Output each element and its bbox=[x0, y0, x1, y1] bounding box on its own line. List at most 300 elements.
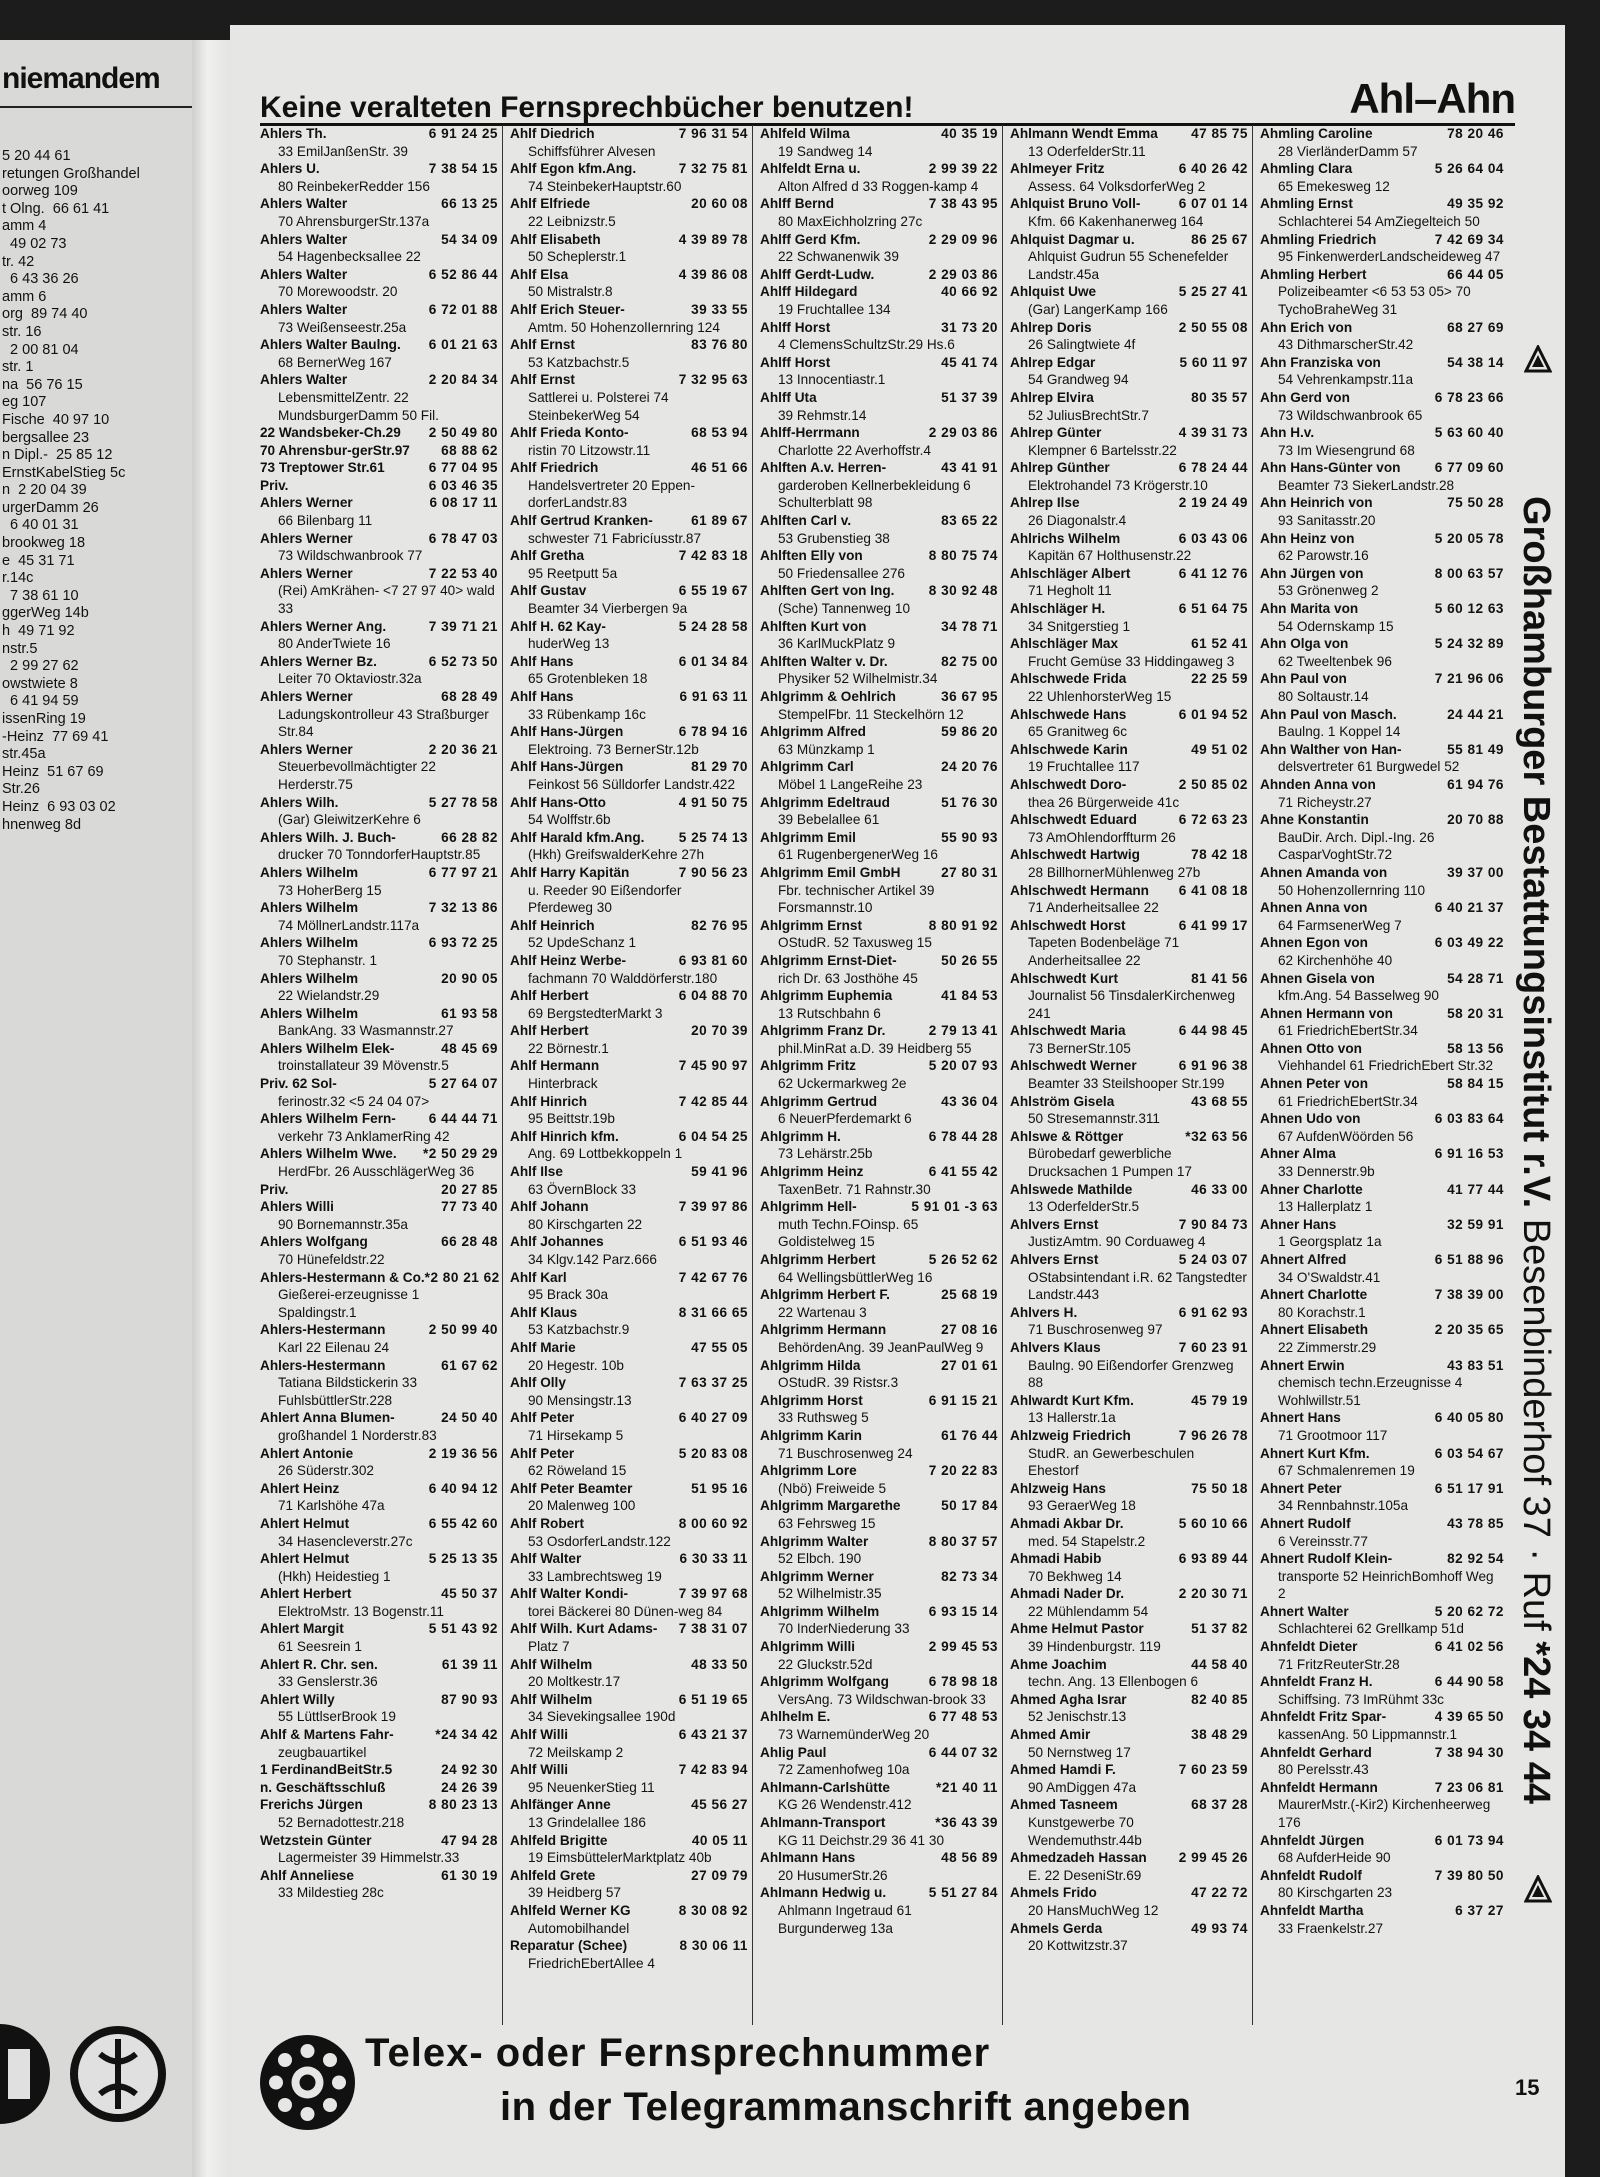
listing-entry bbox=[760, 1286, 1002, 1321]
entry-name: Ahlers Wilhelm bbox=[260, 900, 359, 916]
listing-entry bbox=[510, 1515, 752, 1550]
listing-entry bbox=[510, 1409, 752, 1444]
listing-entry bbox=[1260, 635, 1508, 670]
header-range: Ahl–Ahn bbox=[1349, 75, 1515, 122]
left-page-line: amm 6 bbox=[2, 288, 47, 305]
entry-detail: 34 Hasencleverstr.27c bbox=[278, 1533, 413, 1549]
entry-name: Ahlf Hermann bbox=[510, 1058, 600, 1074]
entry-detail: 20 HansMuchWeg 12 bbox=[1028, 1902, 1159, 1918]
entry-detail: 70 Bekhweg 14 bbox=[1028, 1568, 1122, 1584]
entry-name: Ahn Olga von bbox=[1260, 636, 1349, 652]
left-page-line: urgerDamm 26 bbox=[2, 499, 99, 516]
entry-phone: 8 30 06 11 bbox=[679, 1938, 748, 1954]
listing-entry bbox=[260, 1726, 502, 1761]
entry-detail: Amtm. 50 HohenzolIernring 124 bbox=[528, 319, 720, 335]
entry-phone: 6 03 43 06 bbox=[1178, 530, 1248, 546]
listing-entry bbox=[260, 970, 502, 1005]
entry-name: Ahlgrimm Lore bbox=[760, 1463, 857, 1479]
entry-name: Ahnfeldt Jürgen bbox=[1260, 1832, 1365, 1848]
left-page-line: retungen Großhandel bbox=[2, 165, 140, 182]
entry-phone: 5 60 11 97 bbox=[1179, 354, 1248, 370]
entry-detail: (Rei) AmKrähen- <7 27 97 40> wald 33 bbox=[278, 583, 495, 617]
entry-phone: 66 44 05 bbox=[1447, 266, 1504, 282]
listing-entry bbox=[510, 758, 752, 793]
entry-phone: 7 39 97 68 bbox=[678, 1586, 748, 1602]
entry-name: Ahlf Harald kfm.Ang. bbox=[510, 829, 645, 845]
entry-detail: Journalist 56 TinsdalerKirchenweg 241 bbox=[1028, 988, 1236, 1021]
entry-phone: 75 50 18 bbox=[1191, 1480, 1248, 1496]
entry-name: Ahlmann-Transport bbox=[760, 1815, 886, 1830]
entry-phone: 6 51 88 96 bbox=[1434, 1252, 1504, 1267]
listing-entry bbox=[760, 1638, 1002, 1673]
entry-detail: 26 Salingtwiete 4f bbox=[1028, 337, 1136, 353]
entry-name: Ahlquist Bruno Voll- bbox=[1010, 196, 1141, 212]
entry-detail: verkehr 73 AnklamerRing 42 bbox=[278, 1128, 450, 1144]
entry-phone: 7 42 83 94 bbox=[678, 1762, 748, 1778]
listing-entry bbox=[260, 864, 502, 899]
listing-entry bbox=[760, 125, 1002, 160]
entry-detail: Schiffsing. 73 ImRühmt 33c bbox=[1278, 1691, 1444, 1707]
entry-name: Ahn Paul von Masch. bbox=[1260, 706, 1397, 722]
entry-phone: 6 78 98 18 bbox=[928, 1674, 998, 1690]
listing-entry bbox=[510, 459, 752, 512]
listing-entry bbox=[260, 565, 502, 618]
entry-detail: BauDir. Arch. Dipl.-Ing. 26 CasparVoghtStr.72 bbox=[1278, 829, 1435, 863]
listing-entry bbox=[1010, 494, 1252, 529]
entry-detail: 33 Rübenkamp 16c bbox=[528, 706, 646, 722]
listing-entry bbox=[260, 1145, 502, 1180]
page-header bbox=[260, 53, 1515, 126]
listing-entry bbox=[1260, 319, 1508, 354]
entry-phone: 61 52 41 bbox=[1191, 636, 1248, 652]
entry-name: Ahlert Anna Blumen- bbox=[260, 1410, 395, 1426]
entry-phone: 5 24 28 58 bbox=[678, 618, 748, 634]
entry-name: Ahlgrimm Hermann bbox=[760, 1322, 887, 1338]
listing-entry bbox=[510, 1867, 752, 1902]
listing-entry bbox=[1260, 706, 1508, 741]
entry-phone: 4 91 50 75 bbox=[678, 794, 748, 810]
entry-detail: 34 Sievekingsallee 190d bbox=[528, 1709, 676, 1725]
entry-name: Ahlfeld Grete bbox=[510, 1867, 596, 1883]
entry-detail: garderoben Kellnerbekleidung 6 Schulterblatt 98 bbox=[778, 477, 971, 511]
entry-phone: 2 29 03 86 bbox=[928, 266, 998, 282]
entry-detail: 65 Grotenbleken 18 bbox=[528, 671, 648, 687]
listing-entry bbox=[510, 266, 752, 301]
listing-entry bbox=[510, 1233, 752, 1268]
entry-name: Ahlers Wilhelm bbox=[260, 864, 359, 880]
entry-detail: 4 ClemensSchultzStr.29 Hs.6 bbox=[778, 337, 955, 353]
left-page-line: str. 1 bbox=[2, 359, 34, 376]
entry-phone: 6 03 46 35 bbox=[428, 477, 498, 493]
entry-phone: 6 93 81 60 bbox=[678, 952, 748, 968]
entry-detail: muth Techn.FOinsp. 65 Goldistelweg 15 bbox=[778, 1216, 919, 1250]
listing-entry bbox=[760, 1673, 1002, 1708]
entry-detail: drucker 70 TonndorferHauptstr.85 bbox=[278, 847, 481, 863]
listing-entry bbox=[1010, 846, 1252, 881]
entry-name: Ahlf Wilh. Kurt Adams- bbox=[510, 1621, 658, 1637]
entry-name: Ahlers Werner bbox=[260, 689, 353, 704]
entry-name: Ahn Heinz von bbox=[1260, 530, 1355, 546]
entry-detail: 19 Fruchtallee 134 bbox=[778, 301, 891, 317]
listing-entry bbox=[760, 864, 1002, 917]
entry-name: Ahlgrimm Herbert F. bbox=[760, 1287, 890, 1303]
entry-name: Ahnert Charlotte bbox=[1260, 1287, 1368, 1303]
entry-phone: 7 38 31 07 bbox=[678, 1621, 748, 1637]
entry-detail: Alton Alfred d 33 Roggen-kamp 4 bbox=[778, 178, 979, 194]
entry-name: Ahnert Walter bbox=[1260, 1603, 1349, 1619]
entry-name: Ahmed Hamdi F. bbox=[1010, 1762, 1116, 1778]
entry-detail: 22 Mühlendamm 54 bbox=[1028, 1603, 1149, 1619]
listing-entry bbox=[760, 1849, 1002, 1884]
entry-phone: 2 19 36 56 bbox=[428, 1445, 498, 1461]
entry-detail: 22 Schwanenwik 39 bbox=[778, 249, 899, 265]
entry-phone: 68 27 69 bbox=[1447, 319, 1504, 335]
entry-phone: 66 28 48 bbox=[441, 1234, 498, 1250]
entry-detail: 62 Kirchenhöhe 40 bbox=[1278, 952, 1393, 968]
entry-detail: Ang. 69 Lottbekkoppeln 1 bbox=[528, 1146, 683, 1162]
listing-entry bbox=[1260, 934, 1508, 969]
entry-name: Ahlff Horst bbox=[760, 354, 831, 370]
entry-detail: 6 Vereinsstr.77 bbox=[1278, 1533, 1368, 1549]
left-page-line: issenRing 19 bbox=[2, 711, 86, 727]
entry-detail: Gießerei-erzeugnisse 1 Spaldingstr.1 bbox=[278, 1287, 420, 1320]
listing-entry bbox=[1010, 125, 1252, 160]
entry-phone: 6 78 44 28 bbox=[928, 1128, 998, 1144]
entry-detail: 13 OderfelderStr.11 bbox=[1028, 143, 1146, 159]
entry-phone: 7 22 53 40 bbox=[428, 565, 498, 581]
entry-phone: 7 42 85 44 bbox=[678, 1093, 748, 1109]
listing-entry bbox=[260, 1233, 502, 1268]
entry-detail: Ahlmann Ingetraud 61 Burgunderweg 13a bbox=[778, 1902, 912, 1936]
entry-detail: 39 Rehmstr.14 bbox=[778, 407, 867, 423]
listing-entry bbox=[260, 424, 502, 442]
entry-detail: 95 FinkenwerderLandscheideweg 47 bbox=[1278, 249, 1501, 265]
entry-phone: 7 38 43 95 bbox=[928, 196, 998, 212]
listing-entry bbox=[260, 1181, 502, 1199]
entry-name: Ahlert Helmut bbox=[260, 1515, 350, 1531]
entry-phone: 24 44 21 bbox=[1447, 706, 1504, 722]
entry-name: Ahnfeldt Rudolf bbox=[1260, 1867, 1362, 1883]
entry-phone: 61 89 67 bbox=[691, 513, 748, 529]
entry-detail: StudR. an Gewerbeschulen Ehestorf bbox=[1028, 1445, 1195, 1479]
listing-entry bbox=[760, 1708, 1002, 1743]
listing-entry bbox=[260, 530, 502, 565]
entry-phone: 6 72 01 88 bbox=[428, 301, 498, 317]
entry-phone: 82 40 85 bbox=[1191, 1691, 1248, 1707]
entry-phone: 8 31 66 65 bbox=[678, 1304, 748, 1320]
listing-entry bbox=[1260, 530, 1508, 565]
entry-phone: 5 24 32 89 bbox=[1434, 636, 1504, 652]
entry-phone: 6 41 99 17 bbox=[1178, 917, 1248, 933]
left-page-line: n 2 20 04 39 bbox=[2, 482, 87, 499]
entry-name: Ahlrep Edgar bbox=[1010, 354, 1096, 370]
entry-phone: 41 84 53 bbox=[941, 988, 998, 1004]
entry-name: Ahn Hans-Günter von bbox=[1260, 460, 1401, 476]
book-spine bbox=[192, 40, 230, 2177]
entry-phone: 51 37 82 bbox=[1191, 1621, 1248, 1637]
entry-phone: 7 20 22 83 bbox=[928, 1463, 998, 1479]
entry-detail: 19 Sandweg 14 bbox=[778, 143, 873, 159]
listing-entry bbox=[260, 1585, 502, 1620]
entry-detail: Baulng. 1 Koppel 14 bbox=[1278, 724, 1401, 740]
entry-name: Ahnen Amanda von bbox=[1260, 864, 1388, 880]
entry-detail: 90 Bornemannstr.35a bbox=[278, 1216, 408, 1232]
listing-entry bbox=[1010, 1093, 1252, 1128]
entry-phone: 68 88 62 bbox=[441, 442, 498, 458]
entry-phone: 43 41 91 bbox=[941, 460, 998, 476]
entry-phone: 5 26 64 04 bbox=[1434, 161, 1504, 177]
entry-phone: 6 51 64 75 bbox=[1178, 601, 1248, 617]
listing-entry bbox=[760, 1779, 1002, 1814]
entry-detail: (Gar) LangerKamp 166 bbox=[1028, 301, 1168, 317]
entry-name: Ahlf Elisabeth bbox=[510, 231, 601, 247]
entry-detail: Physiker 52 Wilhelmistr.34 bbox=[778, 671, 938, 687]
entry-name: Ahlf Walter bbox=[510, 1551, 582, 1567]
entry-phone: 50 26 55 bbox=[941, 952, 998, 968]
entry-detail: 63 Fehrsweg 15 bbox=[778, 1515, 876, 1531]
entry-detail: 54 Grandweg 94 bbox=[1028, 372, 1129, 388]
entry-phone: 6 40 94 12 bbox=[428, 1480, 498, 1496]
entry-phone: 54 34 09 bbox=[441, 231, 498, 247]
entry-name: Ahlers Werner bbox=[260, 495, 353, 511]
listing-entry bbox=[760, 987, 1002, 1022]
entry-name: Ahmling Clara bbox=[1260, 161, 1353, 177]
entry-name: Ahn Walther von Han- bbox=[1260, 741, 1402, 757]
listing-entry bbox=[1260, 1445, 1508, 1480]
entry-name: Ahmling Ernst bbox=[1260, 196, 1353, 212]
left-page-line: Heinz 6 93 03 02 bbox=[2, 798, 116, 815]
entry-name: Ahlgrimm Hilda bbox=[760, 1357, 861, 1373]
entry-name: Ahlgrimm Heinz bbox=[760, 1164, 864, 1180]
listing-entry bbox=[760, 195, 1002, 230]
entry-name: Ahme Joachim bbox=[1010, 1656, 1107, 1672]
entry-detail: Karl 22 Eilenau 24 bbox=[278, 1339, 390, 1355]
entry-name: Ahnden Anna von bbox=[1260, 776, 1376, 792]
entry-name: Ahlften Walter v. Dr. bbox=[760, 653, 888, 669]
listing-entry bbox=[1260, 1075, 1508, 1110]
entry-name: Ahlff Horst bbox=[760, 319, 831, 335]
entry-name: Ahlgrimm Wolfgang bbox=[760, 1674, 889, 1690]
left-page-line: Fische 40 97 10 bbox=[2, 411, 110, 428]
entry-name: 22 Wandsbeker-Ch.29 bbox=[260, 425, 401, 441]
entry-detail: 22 Wartenau 3 bbox=[778, 1304, 867, 1320]
listing-entry bbox=[760, 1093, 1002, 1128]
entry-name: Ahlers Walter Baulng. bbox=[260, 337, 401, 353]
listing-entry bbox=[260, 125, 502, 160]
entry-phone: 49 51 02 bbox=[1191, 741, 1248, 757]
entry-phone: 50 17 84 bbox=[941, 1498, 998, 1514]
entry-detail: Polizeibeamter <6 53 53 05> 70 TychoBraheWeg 31 bbox=[1278, 284, 1471, 317]
entry-detail: 19 Fruchtallee 117 bbox=[1028, 759, 1140, 775]
left-page-line: str.45a bbox=[2, 746, 46, 763]
entry-detail: 61 Seesrein 1 bbox=[278, 1639, 362, 1655]
entry-detail: 39 Heidberg 57 bbox=[528, 1885, 621, 1901]
entry-name: Ahlert Antonie bbox=[260, 1445, 354, 1461]
entry-name: Ahlvers Ernst bbox=[1010, 1216, 1099, 1232]
entry-name: Ahme Helmut Pastor bbox=[1010, 1621, 1144, 1637]
entry-detail: 67 Schmalenremen 19 bbox=[1278, 1463, 1415, 1479]
entry-name: Ahne Konstantin bbox=[1260, 812, 1369, 828]
entry-name: Ahlvers Ernst bbox=[1010, 1252, 1099, 1267]
entry-name: Ahlgrimm Franz Dr. bbox=[760, 1023, 886, 1039]
entry-detail: 73 Weißenseestr.25a bbox=[278, 319, 407, 335]
entry-detail: thea 26 Bürgerweide 41c bbox=[1028, 794, 1180, 810]
listing-entry bbox=[760, 459, 1002, 512]
entry-phone: 6 30 33 11 bbox=[679, 1551, 748, 1567]
entry-phone: 39 33 55 bbox=[691, 301, 748, 317]
left-page-line: tr. 42 bbox=[2, 253, 35, 270]
listing-entry bbox=[760, 1603, 1002, 1638]
entry-detail: 71 Hegholt 11 bbox=[1028, 583, 1112, 599]
entry-phone: 6 51 19 65 bbox=[678, 1691, 748, 1707]
listing-entry bbox=[1260, 1321, 1508, 1356]
entry-phone: 68 37 28 bbox=[1191, 1797, 1248, 1813]
left-page-lines bbox=[0, 148, 192, 834]
entry-name: Ahnert Hans bbox=[1260, 1410, 1341, 1426]
entry-detail: 70 Morewoodstr. 20 bbox=[278, 284, 398, 300]
entry-name: Ahlfeldt Erna u. bbox=[760, 161, 861, 177]
entry-detail: Feinkost 56 Sülldorfer Landstr.422 bbox=[528, 776, 736, 792]
listing-entry bbox=[1260, 354, 1508, 389]
listing-entry bbox=[760, 354, 1002, 389]
entry-name: Ahlften Elly von bbox=[760, 548, 863, 564]
left-page-line: 5 20 44 61 bbox=[2, 148, 71, 164]
listing-entry bbox=[1010, 1585, 1252, 1620]
entry-detail: 53 OsdorferLandstr.122 bbox=[528, 1533, 671, 1549]
entry-name: Ahlgrimm Alfred bbox=[760, 724, 866, 740]
entry-name: Wetzstein Günter bbox=[260, 1832, 372, 1848]
entry-detail: kassenAng. 50 Lippmannstr.1 bbox=[1278, 1727, 1458, 1743]
entry-name: Ahmed Amir bbox=[1010, 1727, 1091, 1743]
listing-entry bbox=[1260, 811, 1508, 864]
entry-phone: 27 80 31 bbox=[941, 864, 998, 880]
entry-detail: 6 NeuerPferdemarkt 6 bbox=[778, 1111, 912, 1127]
entry-name: Ahlgrimm Euphemia bbox=[760, 988, 893, 1004]
entry-phone: 6 77 48 53 bbox=[928, 1709, 998, 1725]
listing-entry bbox=[1010, 670, 1252, 705]
listing-entry bbox=[510, 336, 752, 371]
entry-phone: 2 50 99 40 bbox=[428, 1322, 498, 1338]
entry-name: Ahlers Werner Bz. bbox=[260, 653, 377, 669]
listing-entry bbox=[1010, 1181, 1252, 1216]
rotary-phone-icon bbox=[260, 2035, 355, 2130]
entry-name: Ahlfeld Brigitte bbox=[510, 1832, 608, 1848]
entry-name: Ahnen Egon von bbox=[1260, 935, 1368, 951]
entry-name: Ahlgrimm Ernst-Diet- bbox=[760, 952, 897, 968]
entry-detail: 33 Lambrechtsweg 19 bbox=[528, 1568, 662, 1584]
entry-detail: 62 Uckermarkweg 2e bbox=[778, 1076, 907, 1092]
entry-detail: 54 Vehrenkampstr.11a bbox=[1278, 372, 1414, 388]
entry-phone: 7 32 13 86 bbox=[428, 900, 498, 916]
entry-phone: 2 29 09 96 bbox=[928, 231, 998, 247]
listing-entry bbox=[760, 723, 1002, 758]
entry-phone: 78 20 46 bbox=[1447, 126, 1504, 141]
listing-entry bbox=[1010, 1480, 1252, 1515]
entry-phone: 27 01 61 bbox=[941, 1357, 998, 1373]
listing-entry bbox=[1010, 424, 1252, 459]
entry-phone: 6 01 94 52 bbox=[1178, 706, 1248, 722]
left-page-line: eg 107 bbox=[2, 394, 47, 411]
entry-phone: 24 50 40 bbox=[441, 1410, 498, 1426]
entry-name: Ahnen Anna von bbox=[1260, 900, 1368, 916]
entry-phone: 7 32 75 81 bbox=[678, 161, 748, 177]
entry-detail: 70 Stephanstr. 1 bbox=[278, 952, 378, 968]
entry-name: 70 Ahrensbur-gerStr.97 bbox=[260, 442, 410, 458]
entry-name: Ahlers Th. bbox=[260, 126, 327, 141]
listing-entry bbox=[260, 934, 502, 969]
listing-entry bbox=[260, 1040, 502, 1075]
entry-phone: 83 65 22 bbox=[941, 513, 998, 529]
entry-phone: 47 55 05 bbox=[691, 1339, 748, 1355]
entry-name: Ahlf Ilse bbox=[510, 1164, 563, 1180]
entry-detail: 80 Soltaustr.14 bbox=[1278, 689, 1369, 704]
listing-entry bbox=[1260, 494, 1508, 529]
listing-entry bbox=[260, 829, 502, 864]
entry-phone: 20 70 39 bbox=[691, 1023, 748, 1039]
entry-detail: ferinostr.32 <5 24 04 07> bbox=[278, 1093, 430, 1109]
entry-phone: 7 60 23 59 bbox=[1178, 1762, 1248, 1778]
entry-phone: 6 78 47 03 bbox=[428, 530, 498, 546]
entry-detail: 68 AufderHeide 90 bbox=[1278, 1850, 1391, 1866]
entry-detail: phil.MinRat a.D. 39 Heidberg 55 bbox=[778, 1040, 972, 1056]
listing-entry bbox=[510, 618, 752, 653]
listing-entry bbox=[760, 389, 1002, 424]
listing-entry bbox=[260, 1269, 502, 1322]
entry-phone: 6 01 21 63 bbox=[428, 337, 498, 353]
listing-entry bbox=[1010, 1920, 1252, 1955]
entry-phone: 51 95 16 bbox=[691, 1480, 748, 1496]
listing-entry bbox=[760, 1251, 1002, 1286]
listing-entry bbox=[1010, 776, 1252, 811]
entry-detail: 20 HusumerStr.26 bbox=[778, 1867, 888, 1883]
listing-entry bbox=[260, 741, 502, 794]
entry-detail: Kapitän 67 Holthusenstr.22 bbox=[1028, 548, 1192, 564]
entry-phone: 7 38 94 30 bbox=[1434, 1744, 1504, 1760]
entry-name: Ahlers Wilhelm Elek- bbox=[260, 1040, 395, 1056]
entry-phone: 6 01 73 94 bbox=[1434, 1832, 1504, 1848]
entry-detail: Schlachterei 54 AmZiegelteich 50 bbox=[1278, 213, 1480, 229]
entry-detail: 73 AmOhlendorffturm 26 bbox=[1028, 829, 1176, 845]
entry-phone: 43 83 51 bbox=[1447, 1357, 1504, 1373]
entry-detail: 33 Fraenkelstr.27 bbox=[1278, 1920, 1384, 1936]
left-page-line: 6 41 94 59 bbox=[2, 693, 79, 710]
entry-phone: *2 50 29 29 bbox=[422, 1146, 498, 1162]
listing-entry bbox=[1010, 1128, 1252, 1181]
entry-name: Ahlers Wilhelm bbox=[260, 970, 359, 986]
listing-entry bbox=[260, 1550, 502, 1585]
entry-detail: Beamter 34 Vierbergen 9a bbox=[528, 601, 688, 617]
listing-entry bbox=[260, 494, 502, 529]
entry-detail: 50 Nernstweg 17 bbox=[1028, 1744, 1131, 1760]
sidebar-address: Besenbinderhof 37 · Ruf bbox=[1515, 1218, 1557, 1642]
entry-phone: 59 86 20 bbox=[941, 724, 998, 740]
entry-name: Ahlschwedt Eduard bbox=[1010, 812, 1137, 828]
entry-name: Ahlf Johann bbox=[510, 1199, 589, 1215]
entry-name: Ahlschläger Albert bbox=[1010, 565, 1131, 581]
entry-phone: 8 30 92 48 bbox=[928, 583, 998, 599]
listing-entry bbox=[1010, 459, 1252, 494]
listing-entry bbox=[1260, 1867, 1508, 1902]
entry-phone: 7 38 54 15 bbox=[428, 161, 498, 177]
entry-name: Ahlf Wilhelm bbox=[510, 1656, 593, 1672]
listing-entry bbox=[510, 987, 752, 1022]
entry-name: Ahlf Gretha bbox=[510, 548, 585, 564]
listing-entry bbox=[1010, 1339, 1252, 1392]
listing-entry bbox=[760, 1533, 1002, 1568]
entry-detail: Bürobedarf gewerbliche Drucksachen 1 Pumpen 17 bbox=[1028, 1146, 1192, 1180]
entry-name: Ahlers Wilhelm Wwe. bbox=[260, 1146, 397, 1162]
entry-detail: 36 KarlMuckPlatz 9 bbox=[778, 636, 896, 652]
